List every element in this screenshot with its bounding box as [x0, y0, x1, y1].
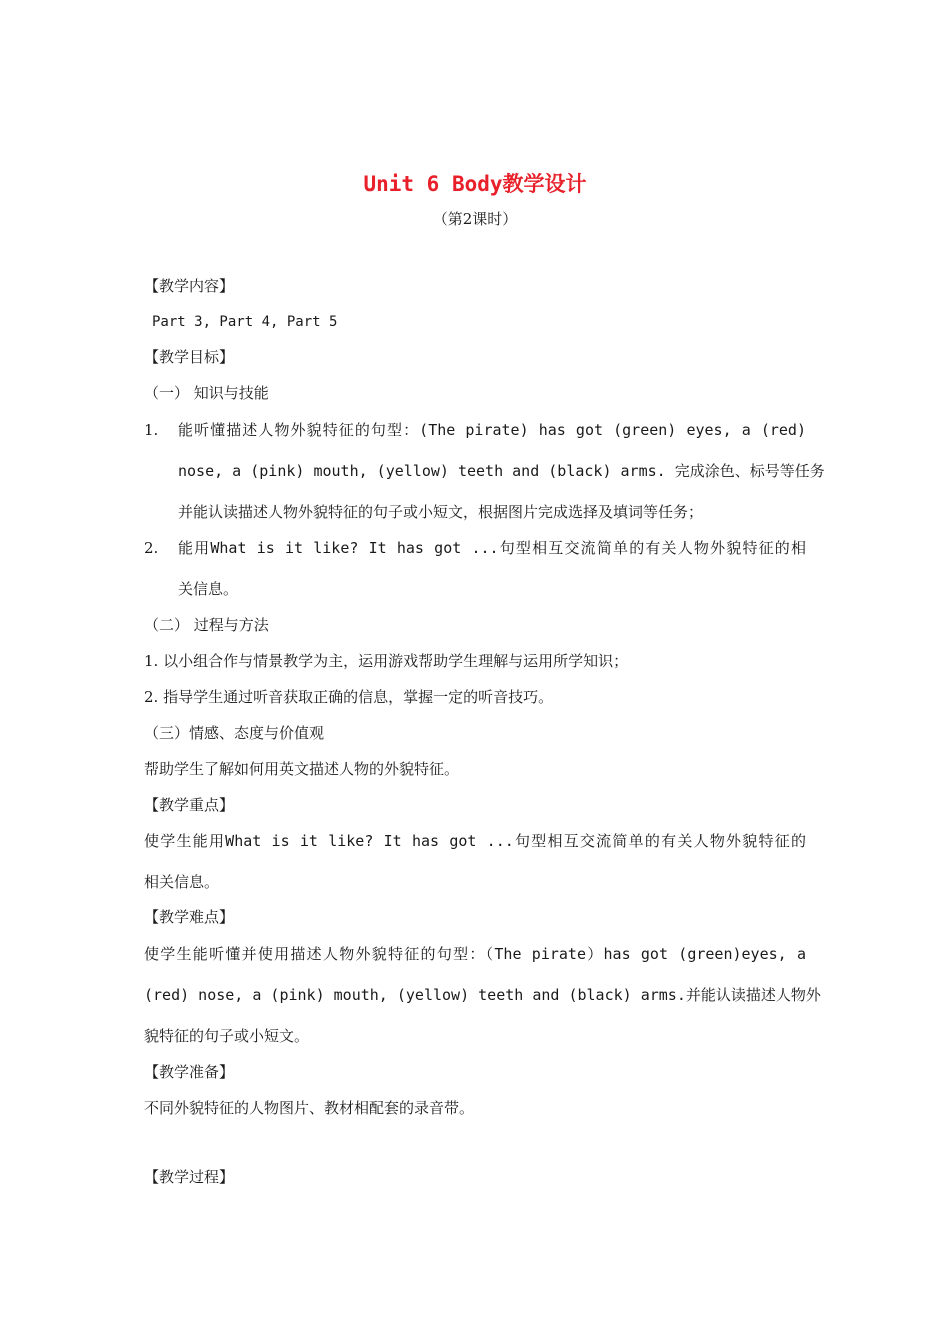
page-subtitle: （第2课时） — [432, 210, 518, 228]
knowledge-item-2-line-1: 能用What is it like? It has got ...句型相互交流简单的有关人物外貌特征的相 — [178, 539, 806, 557]
process-item-2: 2. 指导学生通过听音获取正确的信息，掌握一定的听音技巧。 — [144, 688, 554, 706]
knowledge-item-1-number: 1. — [144, 421, 159, 439]
heading-preparation: 【教学准备】 — [144, 1063, 235, 1081]
preparation-text: 不同外貌特征的人物图片、教材相配套的录音带。 — [144, 1099, 475, 1117]
section-knowledge-skills: （一） 知识与技能 — [144, 384, 269, 402]
page-title: Unit 6 Body教学设计 — [363, 172, 587, 196]
teaching-content-parts: Part 3, Part 4, Part 5 — [152, 314, 338, 330]
difficult-points-line-2: (red) nose, a (pink) mouth, (yellow) teeth and (black) arms.并能认读描述人物外 — [144, 986, 821, 1004]
heading-key-points: 【教学重点】 — [144, 796, 235, 814]
heading-teaching-goals: 【教学目标】 — [144, 348, 235, 366]
section-process-methods: （二） 过程与方法 — [144, 616, 269, 634]
knowledge-item-1-line-2: nose, a (pink) mouth, (yellow) teeth and (black) arms. 完成涂色、标号等任务 — [178, 462, 825, 480]
difficult-points-line-1: 使学生能听懂并使用描述人物外貌特征的句型：（The pirate）has got (green)eyes, a — [144, 945, 806, 963]
heading-difficult-points: 【教学难点】 — [144, 908, 235, 926]
attitude-text: 帮助学生了解如何用英文描述人物的外貌特征。 — [144, 760, 460, 778]
knowledge-item-2-line-2: 关信息。 — [178, 580, 239, 598]
process-item-1: 1. 以小组合作与情景教学为主，运用游戏帮助学生理解与运用所学知识； — [144, 652, 629, 670]
heading-teaching-content: 【教学内容】 — [144, 277, 235, 295]
knowledge-item-1-line-1: 能听懂描述人物外貌特征的句型：(The pirate) has got (green) eyes, a (red) — [178, 421, 806, 439]
difficult-points-line-3: 貌特征的句子或小短文。 — [144, 1027, 310, 1045]
key-points-line-2: 相关信息。 — [144, 873, 220, 891]
heading-teaching-process: 【教学过程】 — [144, 1168, 235, 1186]
knowledge-item-2-number: 2. — [144, 539, 159, 557]
key-points-line-1: 使学生能用What is it like? It has got ...句型相互交流简单的有关人物外貌特征的 — [144, 832, 806, 850]
knowledge-item-1-line-3: 并能认读描述人物外貌特征的句子或小短文，根据图片完成选择及填词等任务； — [178, 503, 704, 521]
section-attitude-values: （三）情感、态度与价值观 — [144, 724, 325, 742]
